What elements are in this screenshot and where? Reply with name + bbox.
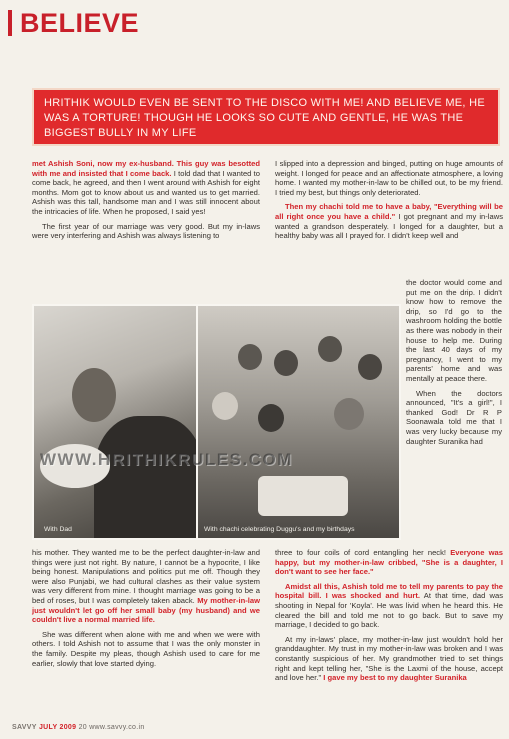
highlight-text: Amidst all this, Ashish told me to tell my parents to pay the hospital bill. I was shocked and hurt. <box>275 581 503 601</box>
paragraph: She was different when alone with me and when we were with others. I told Ashish not to assume that I was the only monster in the family. Despite my pleas, though Ashish used to care for me earlier, slowly that love started dying. <box>32 629 260 668</box>
highlight-text: Then my chachi told me to have a baby, "Everything will be all right once you have a child." <box>275 202 503 221</box>
paragraph <box>275 548 503 577</box>
body-text: I told dad that I wanted to come back, he agreed, and then I went around with Ashish for eight months. Mom got to know about us and wanted us to get married. Ashish was this tall, handsome man and I was still innocent about the intricacies of life. When he proposed, I said yes! <box>32 168 260 216</box>
body-text: three to four coils of cord entangling her neck! <box>275 548 446 557</box>
body-text: At that time, dad was shooting in Nepal for 'Koyla'. He was livid when he heard this. He cleared the bill and told me not to go back. But to save my marriage, I decided to go back. <box>275 591 503 630</box>
photo-adult-face <box>334 398 364 430</box>
photo-caption: With chachi celebrating Duggu's and my birthdays <box>204 526 355 533</box>
paragraph: I slipped into a depression and binged, putting on huge amounts of weight. I longed for peace and an affectionate atmosphere, a loving home. I wanted my mother-in-law to be chilled out, to be my friend. I tried my best, but things only deteriorated. <box>275 159 503 197</box>
photo-child-face <box>212 392 238 420</box>
section-title: BELIEVE <box>20 7 140 38</box>
body-text: his mother. They wanted me to be the perfect daughter-in-law and things were just not right. By nature, I cannot be a hypocrite, I like being honest. Manipulations and politics put me off. Though they were also Punjabi, we had cultural clashes as their value system was very different from mine. I thought marriage was going to be a bed of roses, but I was completely taken aback. <box>32 548 260 605</box>
body-text: I got pregnant and my in-laws wanted a grandson desperately. I longed for a daughter, but a healthy baby was all I prayed for. I didn't keep well and <box>275 211 503 241</box>
issue-date: JULY 2009 <box>38 724 77 731</box>
paragraph <box>32 159 260 217</box>
watermark-text: WWW.HRITHIKRULES.COM <box>40 450 293 469</box>
paragraph: the doctor would come and put me on the drip. I didn't know how to remove the drip, so I'd go to the washroom holding the bottle as there was nobody in their house to help me. During the last 40 days of my pregnancy, I went to my parents' home and was mentally at peace there. <box>406 278 502 383</box>
photo-child-face <box>238 344 262 370</box>
photo-child-face <box>258 404 284 432</box>
section-marker-bar <box>8 10 12 36</box>
paragraph <box>275 202 503 240</box>
photo-birthday-group <box>196 304 401 540</box>
article-column-bottom-right <box>275 548 503 688</box>
article-column-top-right <box>275 159 503 246</box>
photo-with-dad <box>32 304 198 540</box>
page-footer <box>12 724 145 731</box>
magazine-name: SAVVY <box>12 724 37 731</box>
body-text: At my in-laws' place, my mother-in-law just wouldn't hold her granddaughter. My trust in my mother-in-law was broken and I was constantly suspicious of her. My grandmother tried to set things right and kept telling her, "She is the Laxmi of the house, accept and love her." <box>275 634 503 683</box>
paragraph <box>275 635 503 683</box>
page-number-url: 20 www.savvy.co.in <box>78 724 145 731</box>
photo-caption: With Dad <box>44 526 72 533</box>
highlight-text: Everyone was happy, but my mother-in-law cribbed, "She is a daughter, I don't want to see her face." <box>275 548 503 577</box>
article-column-bottom-left <box>32 548 260 673</box>
photo-child-face <box>358 354 382 380</box>
paragraph <box>275 582 503 630</box>
photo-child-face <box>274 350 298 376</box>
paragraph <box>32 548 260 625</box>
highlight-text: My mother-in-law just wouldn't let go off her small baby (my husband) and we couldn't live a normal married life. <box>32 595 260 625</box>
article-column-top-left <box>32 159 260 246</box>
pull-quote <box>32 88 500 146</box>
photo-child-face <box>318 336 342 362</box>
highlight-text: met Ashish Soni, now my ex-husband. This guy was besotted with me and insisted that I come back. <box>32 159 260 178</box>
photo-figure-head <box>72 368 116 422</box>
pull-quote-text: HRITHIK WOULD EVEN BE SENT TO THE DISCO WITH ME! AND BELIEVE ME, HE WAS A TORTURE! THOUGH HE LOOKS SO CUTE AND GENTLE, HE WAS THE BIGGEST BULLY IN MY LIFE <box>44 97 486 139</box>
paragraph: When the doctors announced, "It's a girl!", I thanked God! Dr R P Soonawala told me that I was very lucky because my daughter Suranika had <box>406 388 502 446</box>
article-column-narrow <box>406 278 502 451</box>
photo-cake <box>258 476 348 516</box>
section-header <box>8 6 139 40</box>
photo-figure-body <box>94 416 198 540</box>
highlight-text: I gave my best to my daughter Suranika <box>321 673 467 683</box>
paragraph: The first year of our marriage was very good. But my in-laws were very interfering and Ashish was always listening to <box>32 221 260 241</box>
